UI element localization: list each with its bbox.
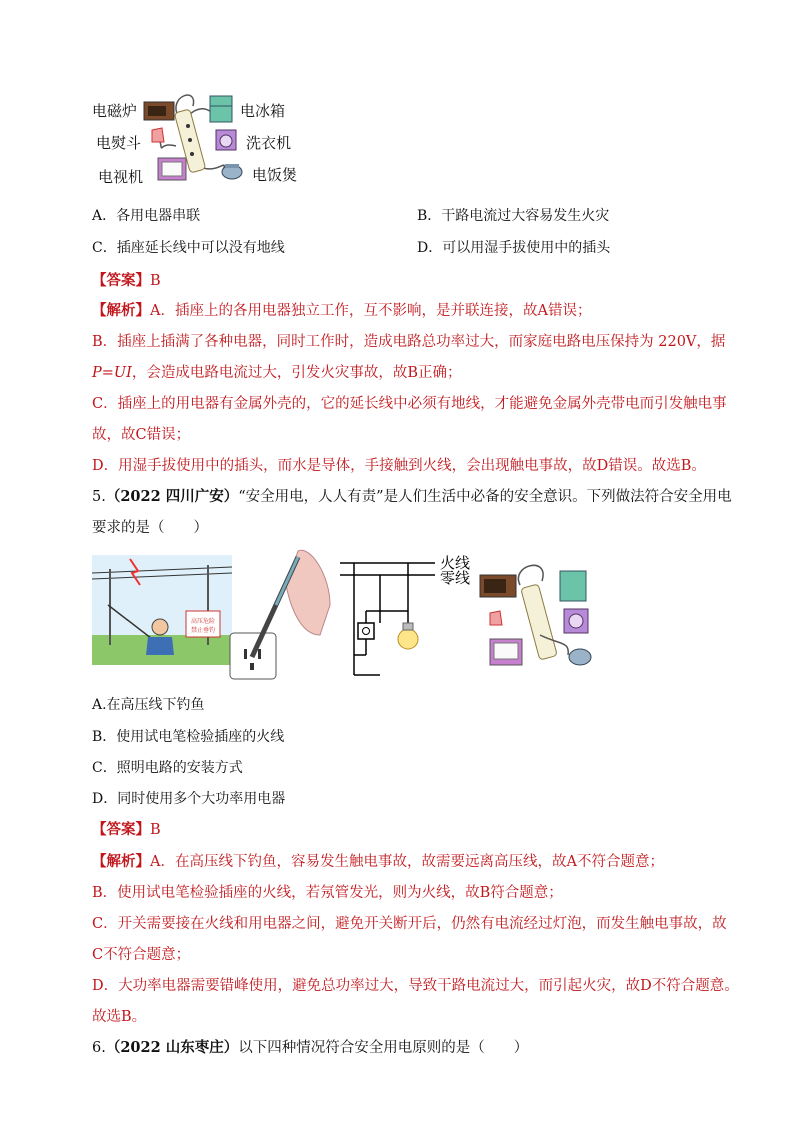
tv-icon bbox=[158, 158, 186, 180]
q4-analysis-b1: B．插座上插满了各种电器，同时工作时，造成电路总功率过大，而家庭电路电压保持为 220V，据 bbox=[92, 334, 726, 350]
label-washer: 洗衣机 bbox=[246, 134, 292, 152]
q5-option-a: A.在高压线下钓鱼 bbox=[92, 697, 205, 713]
q5-analysis-a-text: A．在高压线下钓鱼，容易发生触电事故，故需要远离高压线，故A不符合题意； bbox=[150, 854, 664, 870]
label-iron: 电熨斗 bbox=[96, 134, 142, 152]
q5-number: 5. bbox=[92, 489, 106, 505]
label-induction: 电磁炉 bbox=[92, 102, 138, 120]
q5-analysis-a bbox=[92, 852, 664, 872]
q5-analysis-tag: 【解析】 bbox=[92, 853, 150, 870]
q5-analysis-c2: C不符合题意； bbox=[92, 947, 191, 963]
q4-analysis-b2-text: ，会造成电路电流过大，引发火灾事故，故B正确； bbox=[131, 365, 462, 381]
q4-answer-value: B bbox=[150, 273, 161, 289]
q4-option-b: B．干路电流过大容易发生火灾 bbox=[417, 208, 610, 224]
live-wire-label: 火线 bbox=[440, 554, 471, 572]
neutral-wire-label: 零线 bbox=[440, 569, 471, 587]
q4-option-d: D．可以用湿手拔使用中的插头 bbox=[417, 240, 611, 256]
q4-option-a: A．各用电器串联 bbox=[92, 208, 201, 224]
q5-option-c: C．照明电路的安装方式 bbox=[92, 760, 243, 776]
q5-answer-tag: 【答案】 bbox=[92, 821, 150, 838]
q6-stem bbox=[92, 1038, 528, 1058]
q4-analysis-c2: 故，故C错误； bbox=[92, 427, 191, 443]
washer-icon bbox=[216, 130, 236, 150]
q6-source: （2022 山东枣庄） bbox=[105, 1039, 239, 1056]
rice-cooker-icon bbox=[222, 164, 242, 179]
lighting-circuit-diagram bbox=[340, 563, 435, 675]
sign-text-line2: 禁止垂钓 bbox=[190, 627, 216, 634]
q4-option-c: C．插座延长线中可以没有地线 bbox=[92, 240, 285, 256]
q5-stem-line2: 要求的是（ ） bbox=[92, 520, 208, 536]
q5-analysis-d1: D．大功率电器需要错峰使用，避免总功率过大，导致干路电流过大，而引起火灾，故D不符合题意。 bbox=[92, 978, 739, 994]
q5-source: （2022 四川广安） bbox=[105, 488, 239, 505]
q6-number: 6. bbox=[92, 1040, 106, 1056]
q4-analysis-c1: C．插座上的用电器有金属外壳的，它的延长线中必须有地线，才能避免金属外壳带电而引发触电事 bbox=[92, 396, 727, 412]
q4-analysis-d: D．用湿手拔使用中的插头，而水是导体，手接触到火线，会出现触电事故，故D错误。故选B。 bbox=[92, 458, 706, 474]
q6-stem-text: 以下四种情况符合安全用电原则的是（ ） bbox=[238, 1040, 529, 1056]
q5-answer-value: B bbox=[150, 822, 161, 838]
q5-stem1-text: “安全用电，人人有责”是人们生活中必备的安全意识。下列做法符合安全用电 bbox=[238, 489, 732, 505]
q5-analysis-c1: C．开关需要接在火线和用电器之间，避免开关断开后，仍然有电流经过灯泡，而发生触电事故，故 bbox=[92, 916, 727, 932]
q5-analysis-d2: 故选B。 bbox=[92, 1009, 147, 1025]
induction-cooker-icon bbox=[144, 102, 174, 120]
q4-analysis-tag: 【解析】 bbox=[92, 302, 150, 319]
label-cooker: 电饭煲 bbox=[252, 166, 298, 184]
fishing-scene-illustration bbox=[92, 555, 232, 665]
q4-analysis-a bbox=[92, 301, 591, 321]
q5-stem-line1 bbox=[92, 487, 732, 507]
sign-text-line1: 高压危险 bbox=[190, 618, 216, 625]
q4-formula: P=UI bbox=[92, 365, 132, 381]
overloaded-strip-illustration bbox=[480, 565, 591, 665]
label-fridge: 电冰箱 bbox=[240, 102, 286, 120]
q5-answer bbox=[92, 820, 161, 840]
label-tv: 电视机 bbox=[98, 168, 144, 186]
q4-answer-tag: 【答案】 bbox=[92, 272, 150, 289]
q4-analysis-b2 bbox=[92, 363, 462, 383]
fridge-icon bbox=[210, 96, 232, 122]
test-pen-illustration bbox=[230, 550, 330, 679]
q5-figure-strip bbox=[90, 545, 610, 685]
appliance-figure bbox=[88, 86, 308, 194]
iron-icon bbox=[152, 128, 164, 142]
q5-option-d: D．同时使用多个大功率用电器 bbox=[92, 791, 286, 807]
q4-analysis-a-text: A．插座上的各用电器独立工作，互不影响，是并联连接，故A错误； bbox=[150, 303, 592, 319]
q4-answer bbox=[92, 271, 161, 291]
q5-analysis-b: B．使用试电笔检验插座的火线，若氖管发光，则为火线，故B符合题意； bbox=[92, 885, 563, 901]
q5-option-b: B．使用试电笔检验插座的火线 bbox=[92, 729, 285, 745]
appliance-illustration bbox=[88, 86, 308, 194]
q5-illustrations bbox=[90, 545, 610, 685]
